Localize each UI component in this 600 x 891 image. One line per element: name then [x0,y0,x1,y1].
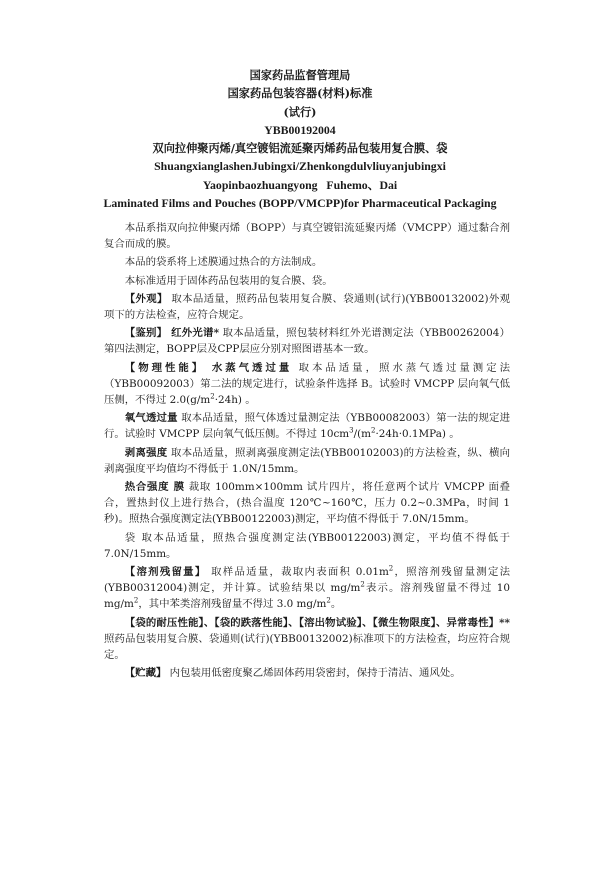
solvent-superscript-1: 2 [388,564,394,573]
solvent-section [104,564,510,613]
bag-tests-text: 照药品包装用复合膜、袋通则(试行)(YBB00132002)标准项下的方法检查，均应符合规定。 [104,632,510,662]
bag-paragraph: 本品的袋系将上述膜通过热合的方法制成。 [124,256,323,269]
storage-text: 内包装用低密度聚乙烯固体药用袋密封，保持于清洁、通风处。 [169,667,461,680]
document-body [104,220,510,683]
oxygen-text-mid: /(m [353,428,372,441]
solvent-heading: 【溶剂残留量】 [124,566,207,579]
solvent-text-4: ，其中苯类溶剂残留量不得过 3.0 mg/m [138,598,327,611]
peel-section [104,445,510,477]
oxygen-heading: 氧气透过量 [124,412,178,425]
appearance-heading: 【外观】 [124,292,168,305]
oxygen-superscript-2: 2 [371,426,376,435]
physical-heading: 【物理性能】 水蒸气透过量 [124,361,293,374]
physical-section [104,360,510,409]
appearance-section [104,291,510,323]
oxygen-text: 取本品适量，照气体透过量测定法（YBB00082003）第一法的规定进行。试验时 VMCPP 层向氧气低压侧。不得过 10cm [104,412,511,441]
heatseal-section [104,479,510,528]
physical-superscript: 2 [210,392,215,401]
standard-series: 国家药品包装容器(材料)标准 [227,86,373,101]
heatseal-heading: 热合强度 膜 [124,481,185,494]
agency-name: 国家药品监督管理局 [249,68,351,82]
peel-text: 取本品适量，照剥离强度测定法(YBB00102003)的方法检查，纵、横向剥离强度平均值均不得低于 1.0N/15mm。 [104,446,511,475]
solvent-superscript-2: 2 [360,580,365,589]
standard-code: YBB00192004 [264,122,336,137]
identification-text: 取本品适量，照包装材料红外光谱测定法（YBB00262004）第四法测定，BOPP层及CPP层应分别对照图谱基本一致。 [104,327,511,356]
document-header [0,66,600,212]
title-english: Laminated Films and Pouches (BOPP/VMCPP)for Pharmaceutical Packaging [103,196,497,211]
identification-section [104,325,510,357]
solvent-superscript-3: 2 [133,597,139,605]
solvent-text-end: 。 [330,598,342,611]
solvent-text-2: ，照溶剂残留量测定法(YBB00312004)测定，并计算。试验结果以 mg/m [104,566,511,595]
physical-text-end: ·24h) 。 [214,394,256,407]
bag-tests-heading: 【袋的耐压性能】、【袋的跌落性能】、【溶出物试验】、【微生物限度】、异常毒性】** [124,616,510,629]
title-chinese: 双向拉伸聚丙烯/真空镀铝流延聚丙烯药品包装用复合膜、袋 [152,141,448,156]
title-pinyin-line2: Yaopinbaozhuangyong Fuhemo、Dai [202,177,398,192]
physical-text: 取本品适量，照水蒸气透过量测定法（YBB00092003）第二法的规定进行，试验条件选择 B。试验时 VMCPP 层向氧气低压侧，不得过 2.0(g/m [104,361,510,407]
solvent-text-3: 表示。溶剂残留量不得过 10 mg/m [104,582,510,611]
oxygen-text-end: ·24h·0.1MPa) 。 [375,428,460,441]
trial-note: (试行) [283,104,317,119]
storage-section [104,665,510,681]
appearance-text: 取本品适量，照药品包装用复合膜、袋通则(试行)(YBB00132002)外观项下的方法检查，应符合规定。 [104,292,511,322]
oxygen-superscript-1: 3 [349,426,354,435]
peel-heading: 剥离强度 [124,446,168,459]
storage-heading: 【贮藏】 [124,667,167,680]
bag-heatseal-paragraph: 袋 取本品适量，照热合强度测定法(YBB00122003)测定，平均值不得低于 7.0N/15mm。 [104,531,510,560]
solvent-superscript-4: 2 [326,597,331,605]
heatseal-text: 裁取 100mm×100mm 试片四片，将任意两个试片 VMCPP 面叠合，置热封仪上进行热合，(热合温度 120℃~160℃，压力 0.2~0.3MPa，时间 1 秒)。照热合强度测定法(YBB00122003)测定，平均值不得低于 7.0N/15mm。 [104,481,510,526]
definition-paragraph: 本品系指双向拉伸聚丙烯（BOPP）与真空镀铝流延聚丙烯（VMCPP）通过黏合剂复合而成的膜。 [104,222,510,251]
title-pinyin-line1: ShuangxianglashenJubingxi/Zhenkongdulvliuyanjubingxi [154,159,446,174]
scope-paragraph: 本标准适用于固体药品包装用的复合膜、袋。 [124,274,333,287]
identification-heading: 【鉴别】 红外光谱* [124,327,220,340]
solvent-text: 取样品适量，裁取内表面积 0.01m [211,566,389,579]
bag-tests-section [104,615,510,664]
oxygen-section [104,410,510,442]
